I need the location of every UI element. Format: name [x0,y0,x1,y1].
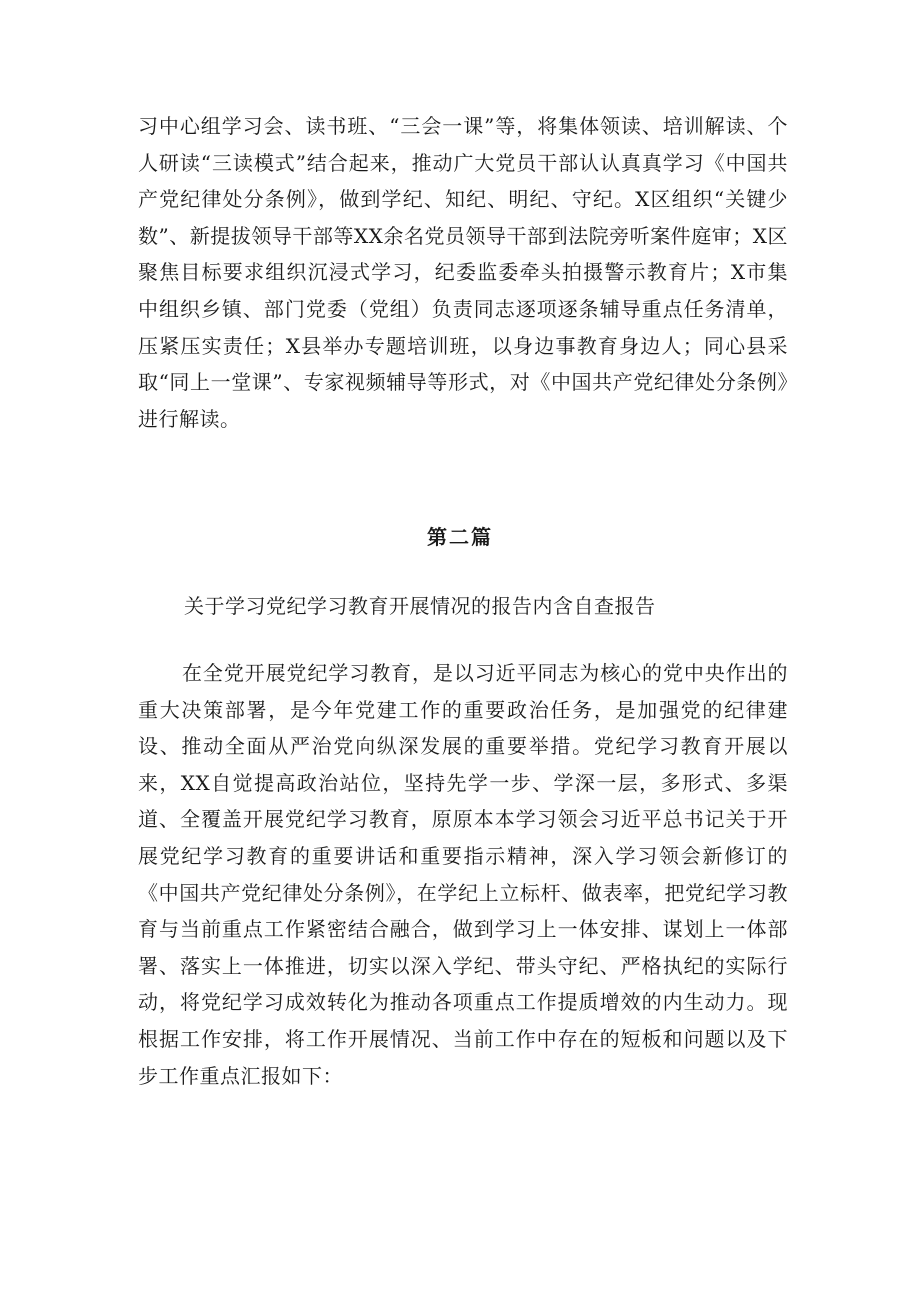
body-paragraph-intro: 在全党开展党纪学习教育，是以习近平同志为核心的党中央作出的重大决策部署，是今年党建工作的重要政治任务，是加强党的纪律建设、推动全面从严治党向纵深发展的重要举措。党纪学习教育开展以来，XX自觉提高政治站位，坚持先学一步、学深一层，多形式、多渠道、全覆盖开展党纪学习教育，原原本本学习领会习近平总书记关于开展党纪学习教育的重要讲话和重要指示精神，深入学习领会新修订的《中国共产党纪律处分条例》，在学纪上立标杆、做表率，把党纪学习教育与当前重点工作紧密结合融合，做到学习上一体安排、谋划上一体部署、落实上一体推进，切实以深入学纪、带头守纪、严格执纪的实际行动，将党纪学习成效转化为推动各项重点工作提质增效的内生动力。现根据工作安排，将工作开展情况、当前工作中存在的短板和问题以及下步工作重点汇报如下： [138,661,788,1088]
body-paragraph-continued: 习中心组学习会、读书班、“三会一课”等，将集体领读、培训解读、个人研读“三读模式”结合起来，推动广大党员干部认认真真学习《中国共产党纪律处分条例》，做到学纪、知纪、明纪、守纪。X区组织“关键少数”、新提拔领导干部等XX余名党员领导干部到法院旁听案件庭审；X区聚焦目标要求组织沉浸式学习，纪委监委牵头拍摄警示教育片；X市集中组织乡镇、部门党委（党组）负责同志逐项逐条辅导重点任务清单，压紧压实责任；X县举办专题培训班，以身边事教育身边人；同心县采取“同上一堂课”、专家视频辅导等形式，对《中国共产党纪律处分条例》进行解读。 [138,114,788,431]
report-title: 关于学习党纪学习教育开展情况的报告内含自查报告 [184,594,656,618]
section-heading: 第二篇 [427,525,493,549]
